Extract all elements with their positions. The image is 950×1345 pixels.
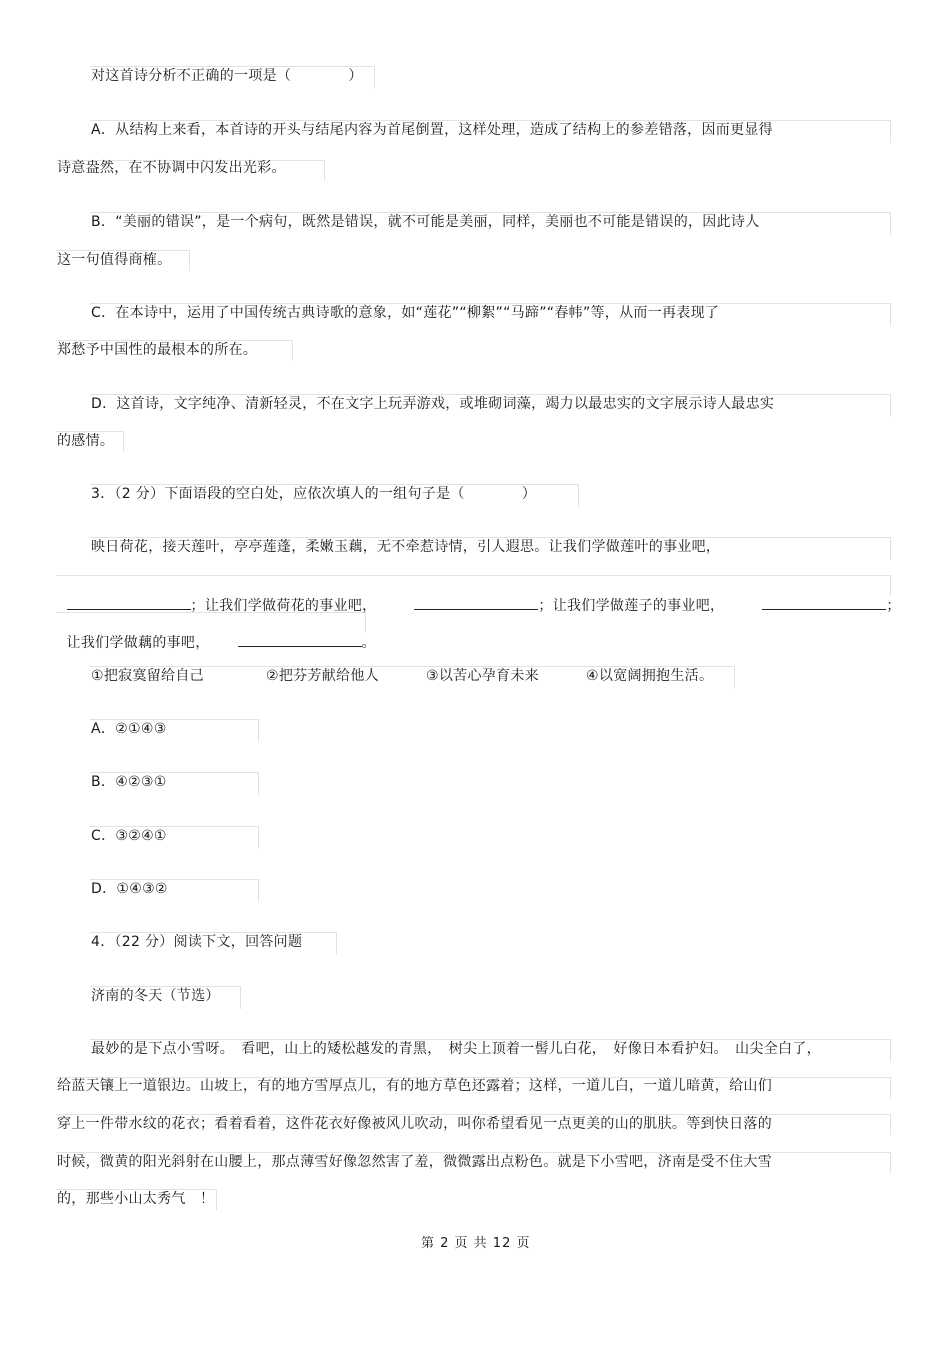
q3-choice-3: ③以苦心孕育未来 xyxy=(426,668,539,684)
blank-2 xyxy=(414,595,538,610)
q4-stem: 4．（22 分）阅读下文，回答问题 xyxy=(91,934,303,950)
q3-seg-seed: ；让我们学做莲子的事业吧， xyxy=(538,598,725,614)
question-stem: 对这首诗分析不正确的一项是（ ） xyxy=(91,68,363,84)
option-d-line2: 的感情。 xyxy=(57,433,115,449)
q4-para-line4: 时候，微黄的阳光斜射在山腰上，那点薄雪好像忽然害了羞，微微露出点粉色。就是下小雪吧，济南是受不住大雪 xyxy=(57,1154,772,1170)
q3-option-d: D．①④③② xyxy=(91,881,168,897)
q3-seg-lotus: ；让我们学做荷花的事业吧， xyxy=(190,598,377,614)
page-number: 第 2 页 共 12 页 xyxy=(421,1236,531,1251)
q3-option-a: A．②①④③ xyxy=(91,721,167,737)
q3-option-b: B．④②③① xyxy=(91,774,167,790)
option-b-line2: 这一句值得商榷。 xyxy=(57,252,172,268)
q3-choice-2: ②把芬芳献给他人 xyxy=(266,668,379,684)
q3-choice-1: ①把寂寞留给自己 xyxy=(91,668,204,684)
q4-reading-title: 济南的冬天（节选） xyxy=(91,988,220,1004)
q4-para-line3: 穿上一件带水纹的花衣；看着看着，这件花衣好像被风儿吹动，叫你希望看见一点更美的山的肌肤。等到快日落的 xyxy=(57,1116,772,1132)
blank-3 xyxy=(762,595,886,610)
q3-seg-end1: ； xyxy=(886,598,901,614)
q4-para-line5: 的，那些小山太秀气 ！ xyxy=(57,1191,215,1207)
q3-option-c: C．③②④① xyxy=(91,828,167,844)
q4-para-line2: 给蓝天镶上一道银边。山坡上，有的地方雪厚点儿，有的地方草色还露着；这样，一道儿白，一道儿暗黄，给山们 xyxy=(57,1078,772,1094)
q4-para-line1: 最妙的是下点小雪呀。 看吧，山上的矮松越发的青黑， 树尖上顶着一髻儿白花， 好像日本看护妇。 山尖全白了， xyxy=(91,1041,821,1057)
q3-passage-line2 xyxy=(57,575,901,616)
q3-seg-root: 让我们学做藕的事吧， xyxy=(66,635,210,651)
option-d-line1: D．这首诗，文字纯净、清新轻灵，不在文字上玩弄游戏，或堆砌词藻，竭力以最忠实的文字展示诗人最忠实 xyxy=(91,396,775,412)
option-c-line1: C．在本诗中，运用了中国传统古典诗歌的意象，如“莲花”“柳絮”“马蹄”“春帏”等，从而一再表现了 xyxy=(91,305,720,321)
q3-passage-line1: 映日荷花，接天莲叶，亭亭莲蓬，柔嫩玉藕，无不牵惹诗情，引人遐思。让我们学做莲叶的事业吧， xyxy=(91,539,721,555)
q3-passage-line3 xyxy=(57,612,376,653)
q3-stem: 3．（2 分）下面语段的空白处，应依次填人的一组句子是（ ） xyxy=(91,486,537,502)
q3-choice-4: ④以宽阔拥抱生活。 xyxy=(586,668,714,684)
blank-1 xyxy=(67,595,191,610)
option-b-line1: B．“美丽的错误”，是一个病句，既然是错误，就不可能是美丽，同样，美丽也不可能是错误的，因此诗人 xyxy=(91,214,760,230)
option-a-line1: A．从结构上来看，本首诗的开头与结尾内容为首尾倒置，这样处理，造成了结构上的参差错落，因而更显得 xyxy=(91,122,773,138)
option-a-line2: 诗意盎然，在不协调中闪发出光彩。 xyxy=(57,160,286,176)
option-c-line2: 郑愁予中国性的最根本的所在。 xyxy=(57,342,258,358)
blank-4 xyxy=(238,632,362,647)
q3-seg-end2: 。 xyxy=(361,635,376,651)
